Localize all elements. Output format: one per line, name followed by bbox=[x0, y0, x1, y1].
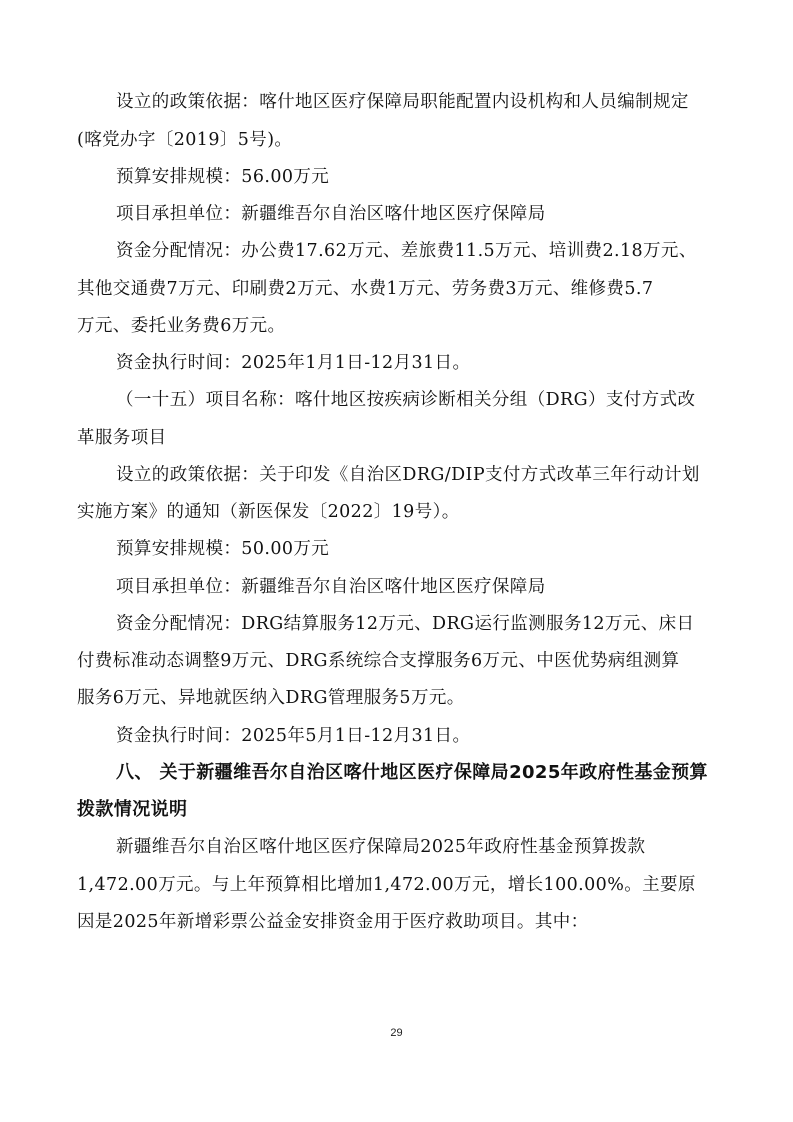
paragraph-line: 实施方案》的通知（新医保发〔2022〕19号）。 bbox=[77, 502, 460, 522]
chapter-heading: 八、 关于新疆维吾尔自治区喀什地区医疗保障局2025年政府性基金预算 bbox=[116, 762, 708, 783]
paragraph-line: 付费标准动态调整9万元、DRG系统综合支撑服务6万元、中医优势病组测算 bbox=[77, 651, 680, 671]
paragraph-line: 资金执行时间：2025年5月1日-12月31日。 bbox=[116, 726, 471, 746]
paragraph-line: 资金分配情况：办公费17.62万元、差旅费11.5万元、培训费2.18万元、 bbox=[116, 241, 697, 261]
page-number: 29 bbox=[390, 1027, 403, 1039]
section-title: 革服务项目 bbox=[77, 428, 167, 448]
paragraph-line: 资金执行时间：2025年1月1日-12月31日。 bbox=[116, 353, 471, 373]
paragraph-line: 设立的政策依据：关于印发《自治区DRG/DIP支付方式改革三年行动计划 bbox=[116, 465, 700, 485]
chapter-heading: 拨款情况说明 bbox=[77, 799, 188, 820]
paragraph-line: 设立的政策依据：喀什地区医疗保障局职能配置内设机构和人员编制规定 bbox=[116, 92, 689, 112]
paragraph-line: 万元、委托业务费6万元。 bbox=[77, 316, 286, 336]
paragraph-line: 项目承担单位：新疆维吾尔自治区喀什地区医疗保障局 bbox=[116, 577, 546, 597]
paragraph-line: (喀党办字〔2019〕5号)。 bbox=[77, 130, 293, 150]
paragraph-line: 预算安排规模：50.00万元 bbox=[116, 539, 330, 559]
paragraph-line: 其他交通费7万元、印刷费2万元、水费1万元、劳务费3万元、维修费5.7 bbox=[77, 279, 654, 299]
paragraph-line: 新疆维吾尔自治区喀什地区医疗保障局2025年政府性基金预算拨款 bbox=[116, 837, 646, 857]
paragraph-line: 1,472.00万元。与上年预算相比增加1,472.00万元，增长100.00%。主要原 bbox=[77, 875, 696, 895]
paragraph-line: 预算安排规模：56.00万元 bbox=[116, 167, 330, 187]
paragraph-line: 因是2025年新增彩票公益金安排资金用于医疗救助项目。其中： bbox=[77, 912, 589, 932]
paragraph-line: 服务6万元、异地就医纳入DRG管理服务5万元。 bbox=[77, 688, 465, 708]
section-title: （一十五）项目名称：喀什地区按疾病诊断相关分组（DRG）支付方式改 bbox=[116, 390, 696, 410]
paragraph-line: 资金分配情况：DRG结算服务12万元、DRG运行监测服务12万元、床日 bbox=[116, 614, 695, 634]
paragraph-line: 项目承担单位：新疆维吾尔自治区喀什地区医疗保障局 bbox=[116, 204, 546, 224]
